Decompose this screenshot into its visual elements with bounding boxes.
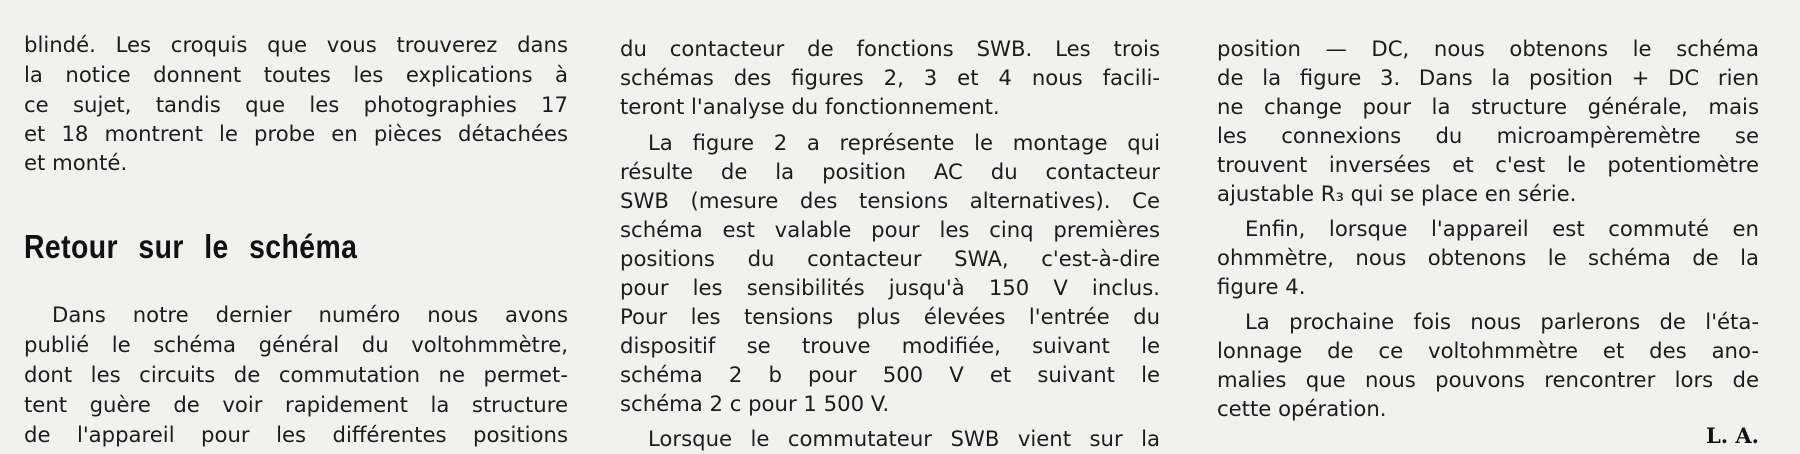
text-line: les connexions du microampèremètre se	[1217, 123, 1759, 148]
text-line: ohmmètre, nous obtenons le schéma de la	[1217, 245, 1759, 270]
text-line: la notice donnent toutes les explications à	[24, 62, 568, 87]
text-line: teront l'analyse du fonctionnement.	[620, 94, 1000, 119]
text-line: et 18 montrent le probe en pièces détachées	[24, 121, 568, 146]
text-line: SWB (mesure des tensions alternatives). Ce	[620, 188, 1160, 213]
text-line: publié le schéma général du voltohmmètre,	[24, 332, 568, 357]
text-line: malies que nous pouvons rencontrer lors de	[1217, 367, 1759, 392]
text-line: schéma est valable pour les cinq premières	[620, 217, 1160, 242]
text-line: ce sujet, tandis que les photographies 17	[24, 92, 568, 117]
text-line: trouvent inversées et c'est le potentiomètre	[1217, 152, 1759, 177]
text-line: ajustable R₃ qui se place en série.	[1217, 181, 1577, 206]
text-line: La prochaine fois nous parlerons de l'éta-	[1245, 309, 1759, 334]
text-line: tent guère de voir rapidement la structure	[24, 392, 568, 417]
text-line: dont les circuits de commutation ne permet-	[24, 362, 568, 387]
author-signature: L. A.	[1706, 423, 1759, 448]
text-line: dispositif se trouve modifiée, suivant le	[620, 333, 1160, 358]
text-line: schéma 2 b pour 500 V et suivant le	[620, 362, 1160, 387]
text-line: ne change pour la structure générale, mais	[1217, 94, 1759, 119]
text-line: Lorsque le commutateur SWB vient sur la	[648, 426, 1160, 451]
text-line: pour les sensibilités jusqu'à 150 V inclus.	[620, 275, 1160, 300]
text-line: La figure 2 a représente le montage qui	[648, 130, 1160, 155]
text-line: Enfin, lorsque l'appareil est commuté en	[1245, 216, 1759, 241]
text-line: schémas des figures 2, 3 et 4 nous facili-	[620, 65, 1160, 90]
text-line: blindé. Les croquis que vous trouverez dans	[24, 32, 568, 57]
text-line: de l'appareil pour les différentes positions	[24, 422, 568, 447]
text-line: position — DC, nous obtenons le schéma	[1217, 36, 1759, 61]
section-heading: Retour sur le schéma	[24, 228, 358, 265]
text-line: de la figure 3. Dans la position + DC rien	[1217, 65, 1759, 90]
text-line: lonnage de ce voltohmmètre et des ano-	[1217, 338, 1759, 363]
text-line: Dans notre dernier numéro nous avons	[52, 302, 568, 327]
text-line: Pour les tensions plus élevées l'entrée du	[620, 304, 1160, 329]
text-line: positions du contacteur SWA, c'est-à-dire	[620, 246, 1160, 271]
text-line: figure 4.	[1217, 274, 1306, 299]
text-line: du contacteur de fonctions SWB. Les trois	[620, 36, 1160, 61]
text-line: cette opération.	[1217, 396, 1387, 421]
text-line: et monté.	[24, 150, 128, 175]
text-line: résulte de la position AC du contacteur	[620, 159, 1160, 184]
text-line: schéma 2 c pour 1 500 V.	[620, 391, 890, 416]
